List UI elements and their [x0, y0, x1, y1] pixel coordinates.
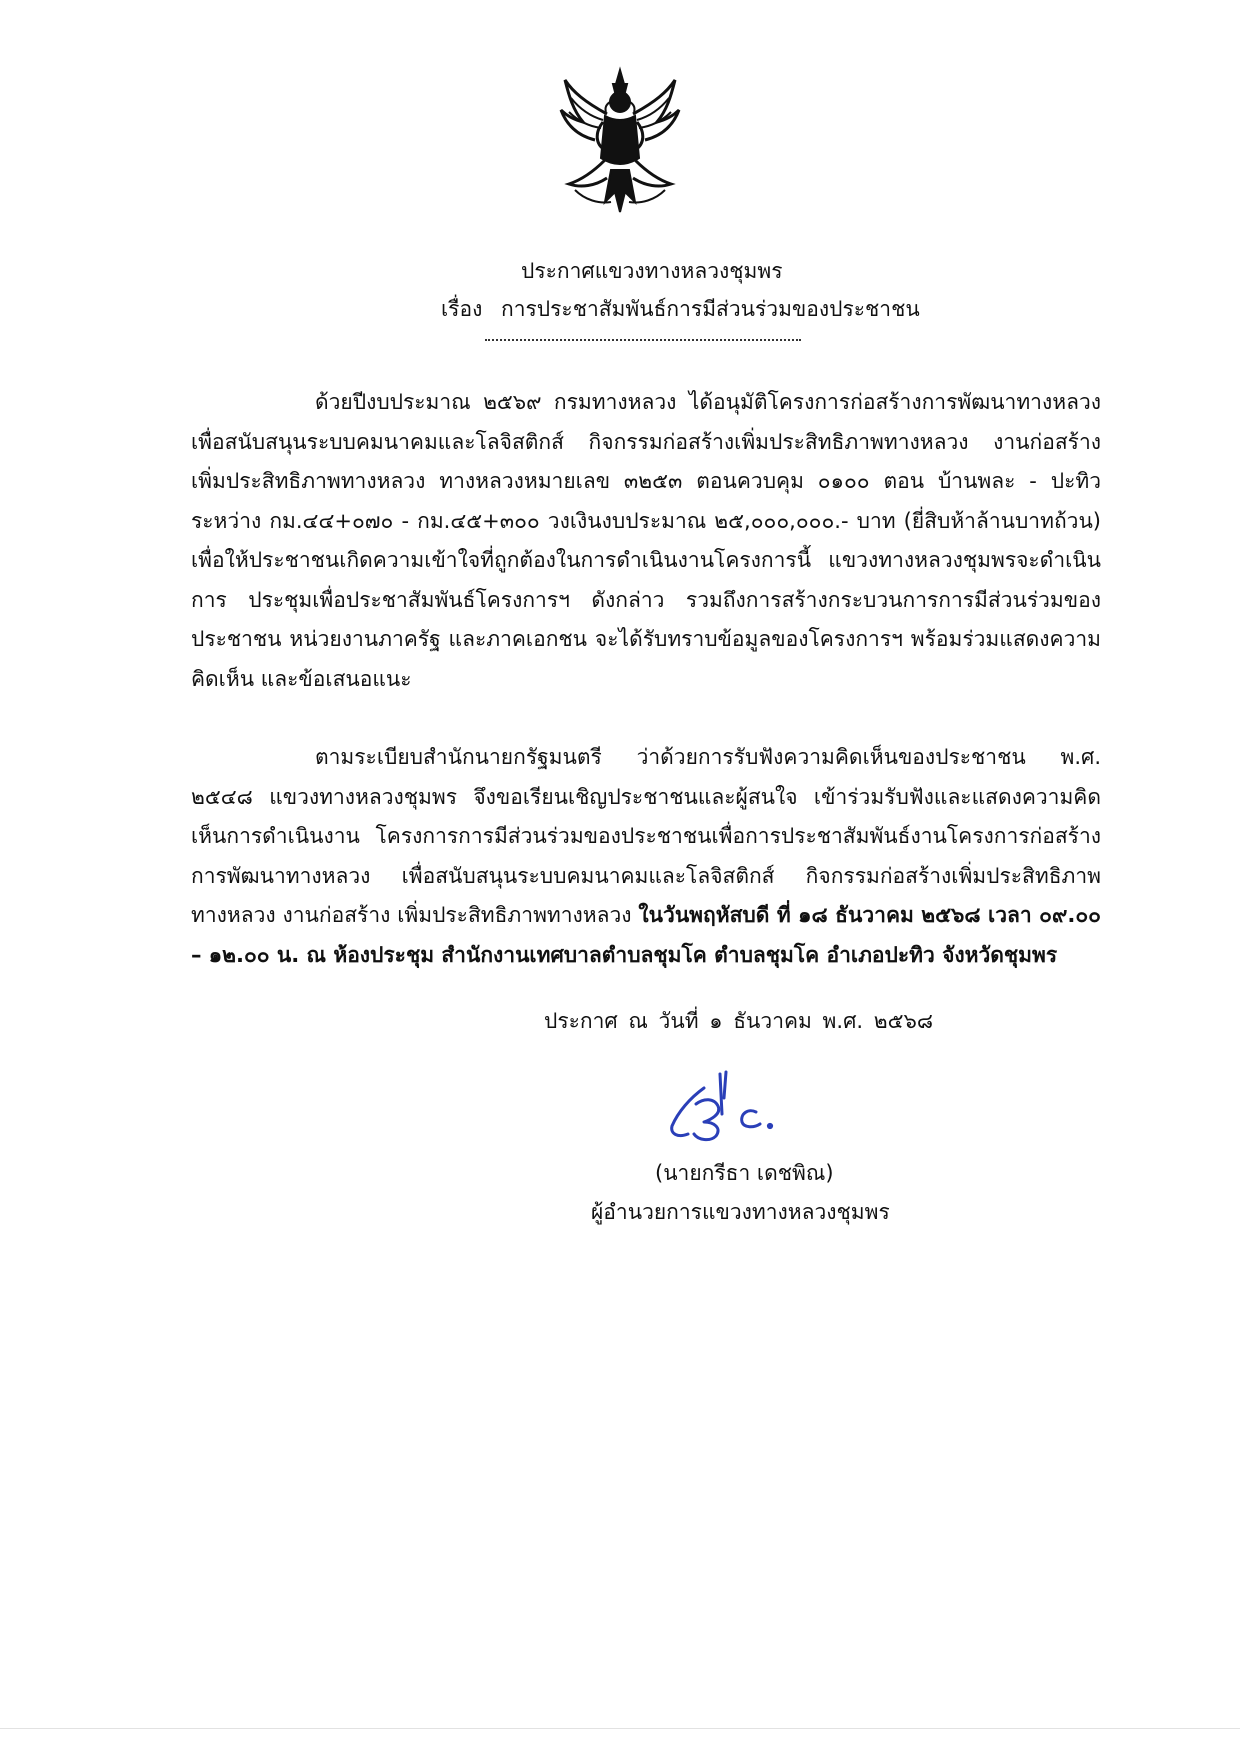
issuer-title: ประกาศแขวงทางหลวงชุมพร — [521, 259, 783, 283]
signer-title: ผู้อำนวยการแขวงทางหลวงชุมพร — [591, 1200, 890, 1224]
dotted-divider — [485, 339, 801, 341]
subject-label: เรื่อง — [441, 297, 483, 321]
paragraph-2-text: ตามระเบียบสำนักนายกรัฐมนตรี ว่าด้วยการรับฟังความคิดเห็นของประชาชน พ.ศ. ๒๕๔๘ แขวงทางหลวงชุมพร จึงขอเรียนเชิญประชาชนและผู้สนใจ เข้าร่วมรับฟังและแสดงความคิดเห็นการดำเนินงาน โครงการการมีส่วนร่วมของประชาชนเพื่อการประชาสัมพันธ์งานโครงการก่อสร้างการพัฒนาทางหลวง เพื่อสนับสนุนระบบคมนาคมและโลจิสติกส์ กิจกรรมก่อสร้างเพิ่มประสิทธิภาพทางหลวง งานก่อสร้าง เพิ่มประสิทธิภาพทางหลวง — [191, 745, 1101, 927]
paragraph-2 — [191, 738, 1101, 975]
subject-text: การประชาสัมพันธ์การมีส่วนร่วมของประชาชน — [501, 297, 920, 321]
paragraph-1 — [191, 383, 1101, 699]
signer-name: (นายกรีธา เดชพิณ) — [655, 1161, 834, 1185]
meeting-details: ในวันพฤหัสบดี ที่ ๑๘ ธันวาคม ๒๕๖๘ เวลา ๐๙.๐๐ – ๑๒.๐๐ น. ณ ห้องประชุม สำนักงานเทศบาลตำบลชุมโค ตำบลชุมโค อำเภอปะทิว จังหวัดชุมพร — [191, 903, 1101, 967]
handwritten-signature-icon — [660, 1068, 800, 1158]
document-body — [191, 383, 1101, 975]
announcement-date: ประกาศ ณ วันที่ ๑ ธันวาคม พ.ศ. ๒๕๖๘ — [544, 1009, 934, 1033]
subject-line — [441, 293, 920, 326]
paragraph-1-text: ด้วยปีงบประมาณ ๒๕๖๙ กรมทางหลวง ได้อนุมัติโครงการก่อสร้างการพัฒนาทางหลวง เพื่อสนับสนุนระบบคมนาคมและโลจิสติกส์ กิจกรรมก่อสร้างเพิ่มประสิทธิภาพทางหลวง งานก่อสร้าง เพิ่มประสิทธิภาพทางหลวง ทางหลวงหมายเลข ๓๒๕๓ ตอนควบคุม ๐๑๐๐ ตอน บ้านพละ - ปะทิว ระหว่าง กม.๔๔+๐๗๐ - กม.๔๕+๓๐๐ วงเงินงบประมาณ ๒๕,๐๐๐,๐๐๐.- บาท (ยี่สิบห้าล้านบาทถ้วน) เพื่อให้ประชาชนเกิดความเข้าใจที่ถูกต้องในการดำเนินงานโครงการนี้ แขวงทางหลวงชุมพรจะดำเนินการ ประชุมเพื่อประชาสัมพันธ์โครงการฯ ดังกล่าว รวมถึงการสร้างกระบวนการการมีส่วนร่วมของประชาชน หน่วยงานภาครัฐ และภาคเอกชน จะได้รับทราบข้อมูลของโครงการฯ พร้อมร่วมแสดงความคิดเห็น และข้อเสนอแนะ — [191, 390, 1101, 691]
garuda-emblem-icon — [555, 62, 685, 222]
page-bottom-rule — [0, 1728, 1240, 1729]
